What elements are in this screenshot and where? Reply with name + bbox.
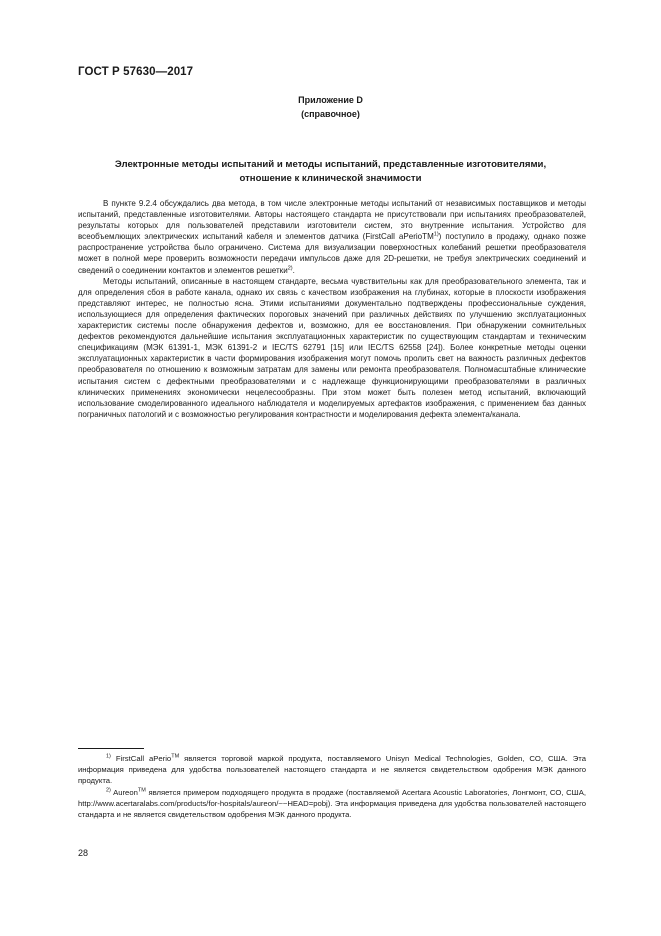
section-title-line-2: отношение к клинической значимости <box>239 173 422 184</box>
footnote-2 <box>78 788 586 820</box>
standard-header: ГОСТ Р 57630—2017 <box>78 66 194 78</box>
footnote-separator <box>78 748 144 749</box>
footnote-ref-2: 2) <box>287 264 293 271</box>
section-title <box>78 158 583 186</box>
footnote-2-part-b: является примером подходящего продукта в продаже (поставляемой Acertara Acoustic Laboratories, Лонгмонт, CO, США, http://www.acertaralabs.com/products/for-hospitals/aureon/~~HEAD=pobj). Эта информация приведена для удобства пользователей настоящего стандарта и не является свидетельством одобрения МЭК данного продукта. <box>78 788 586 819</box>
footnote-2-marker: 2) <box>106 787 111 794</box>
footnote-1-marker: 1) <box>106 753 111 760</box>
section-title-line-1: Электронные методы испытаний и методы испытаний, представленные изготовителями, <box>114 159 547 170</box>
footnote-1-trademark: TM <box>171 753 180 760</box>
body-text <box>78 198 586 420</box>
footnote-2-part-a: Aureon <box>110 788 138 798</box>
paragraph-1-part-a: В пункте 9.2.4 обсуждались два метода, в том числе электронные методы испытаний от независимых поставщиков и методы испытаний, представленные изготовителями. Авторы настоящего стандарта не присутствовали при испытаниях преобразователей, результаты которых для пользователей представили изготовители систем, это внутренние испытания. Устройство для всеобъемлющих электрических испытаний кабеля и элементов датчика (FirstCall aPerioTM <box>78 199 586 242</box>
paragraph-1 <box>78 198 586 276</box>
appendix-subtitle: (справочное) <box>301 109 360 119</box>
footnote-2-trademark: TM <box>137 787 146 794</box>
footnote-1-part-b: является торговой маркой продукта, поставляемого Unisyn Medical Technologies, Golden, CO, США. Эта информация приведена для удобства пользователей настоящего стандарта и не является свидетельством одобрения МЭК данного продукта. <box>78 754 587 785</box>
footnotes <box>78 754 586 823</box>
paragraph-1-part-c: . <box>292 265 295 275</box>
paragraph-1-part-b: ) поступило в продажу, однако позже распространение устройства было ограничено. Система для визуализации поверхностных колебаний решетки преобразователя может в полной мере проверить возможности передачи импульсов даже для 2D-решетки, не требуя электрических соединений и сведений о соединении контактов и элементов решетки <box>78 232 587 275</box>
page-number: 28 <box>78 848 89 858</box>
footnote-1-part-a: FirstCall aPerio <box>110 754 172 763</box>
footnote-1 <box>78 754 586 786</box>
appendix-title: Приложение D <box>298 95 363 105</box>
footnote-ref-1: 1) <box>433 231 439 238</box>
paragraph-2: Методы испытаний, описанные в настоящем стандарте, весьма чувствительны как для преобразовательного элемента, так и для определения сбоя в работе канала, однако их связь с качеством изображения на глубинах, которые в плоскости изображения представляют интерес, не полностью ясна. Этими испытаниями документально подтверждены профессиональные суждения, использующиеся для определения фактических пороговых значений при различных действиях по улучшению эксплуатационных характеристик системы после обнаружения дефектов и, возможно, для ее восстановления. При обнаружении сомнительных дефектов рекомендуются дальнейшие испытания эксплуатационных характеристик по существующим стандартам и техническим спецификациям (МЭК 61391-1, МЭК 61391-2 и IEC/TS 62791 [15] или IEC/TS 62558 [24]). Более конкретные методы оценки эксплуатационных характеристик в части формирования изображения могут помочь пролить свет на важность различных дефектов преобразователя по отношению к возможным затратам для замены или ремонта преобразователя. Полномасштабные клинические испытания систем с дефектными преобразователями и с надлежаще функционирующими преобразователями в различных клинических применениях экономически нецелесообразны. При этом может быть полезен метод испытаний, включающий использование смоделированного идеального наблюдателя и моделируемых артефактов изображения, с применением баз данных пограничных патологий и с возможностью регулирования контрастности и моделирования дефекта элемента/канала. <box>78 276 586 419</box>
